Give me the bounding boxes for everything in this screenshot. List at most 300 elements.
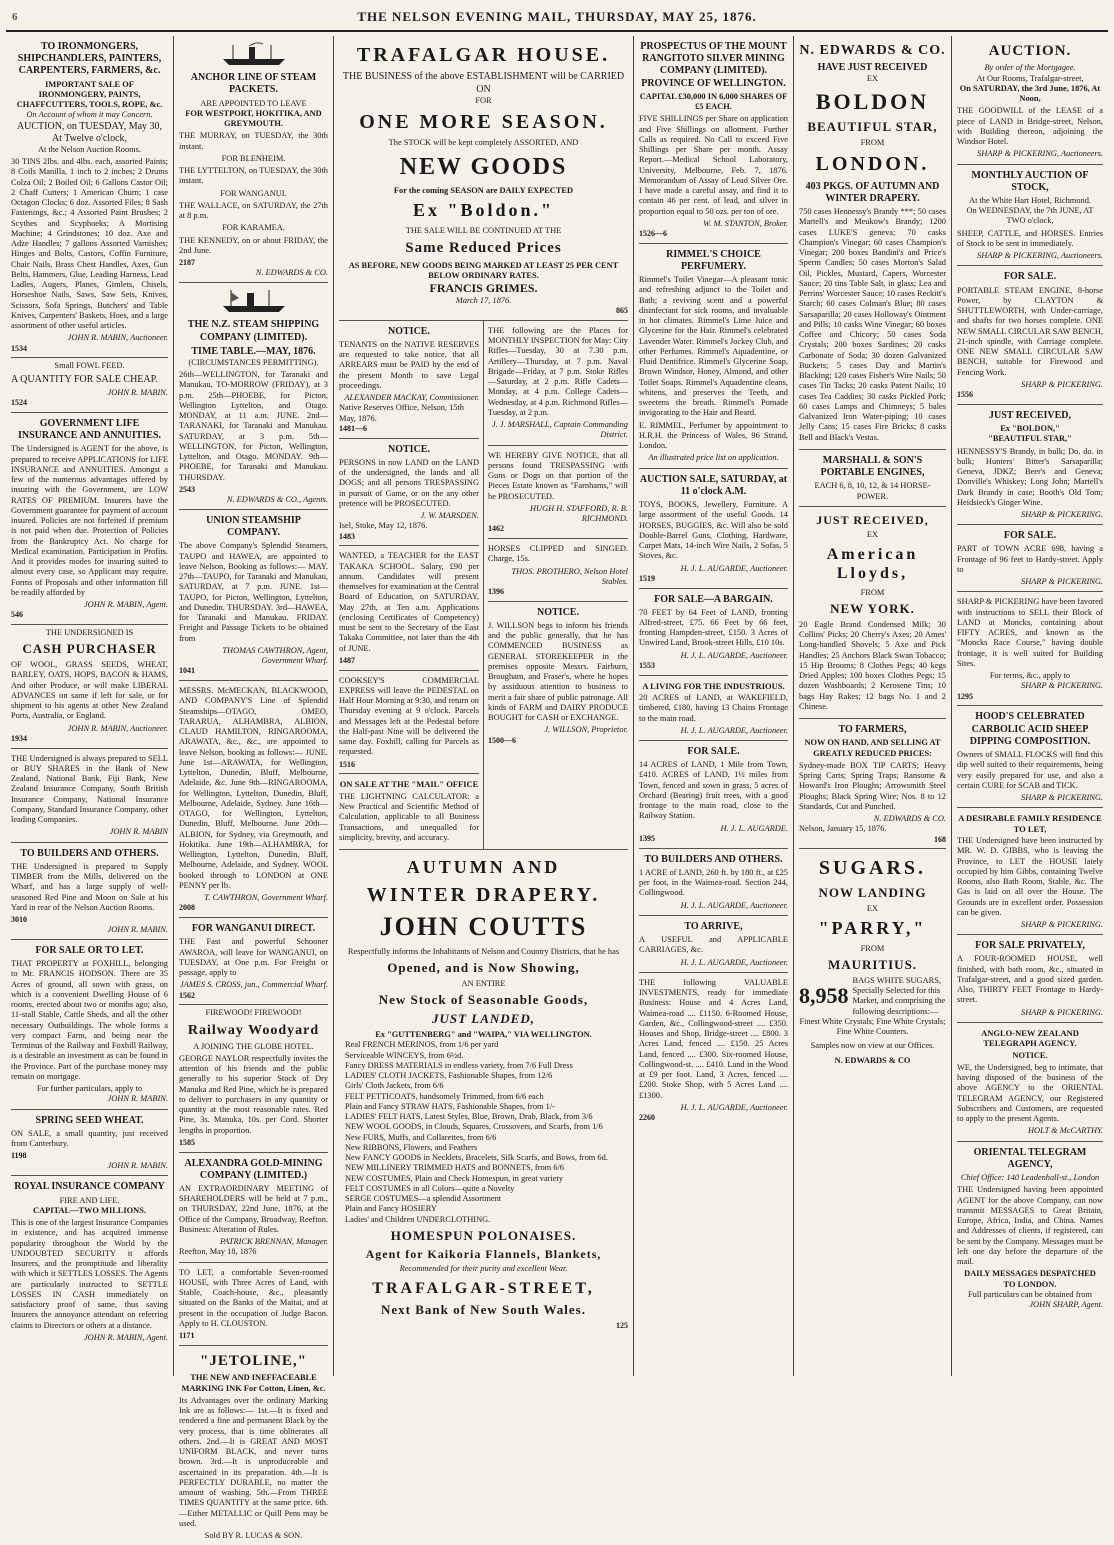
ad-title: AUCTION SALE, SATURDAY, at 11 o'clock A.M. — [639, 473, 788, 497]
list-item: Fancy DRESS MATERIALS in endless variety, from 7/6 Full Dress — [345, 1060, 573, 1070]
ad-signature: SHARP & PICKERING. — [1021, 681, 1103, 691]
ad-signature: HOLT & McCARTHY. — [1028, 1126, 1103, 1136]
ad-body: The Undersigned is AGENT for the above, is prepared to receive APPLICATIONS for LIFE INSURANCE and ANNUITIES. Amongst a few of the numerous advantages offered by insuring with the Government, are LOW RATES OF PREMIUM. Insurers have the Government guarantee for payment of account insured. Policies are not forfeited if premium is not paid when due. Protection of Policies from the Bankruptcy Act. No charge for Medical examination. Participation in Profits. And it provides modes for insuring suited to almost every case, so Applicant may require. Forms of Proposals and other information fill be readily afforded by — [11, 444, 168, 597]
to-arrive-ad — [639, 916, 788, 973]
route-westport: FOR WESTPORT, HOKITIKA, AND GREYMOUTH. — [185, 108, 322, 129]
ad-for: FOR — [475, 95, 492, 105]
ad-just: JUST RECEIVED, — [816, 512, 929, 527]
route-blenheim: FOR BLENHEIM. — [221, 153, 286, 163]
ad-body: SHEEP, CATTLE, and HORSES. Entries of Stock to be sent in immediately. — [957, 228, 1103, 248]
ad-more: Full particulars can be obtained from — [968, 1289, 1092, 1299]
ad-signature: SHARP & PICKERING, Auctioneers. — [977, 251, 1103, 261]
ad-body: THE GOODWILL of the LEASE of a piece of LAND in Bridge-street, Nelson, with Building thereon, adjoining the Windsor Hotel. — [957, 106, 1103, 147]
autumn-and: AUTUMN AND — [406, 857, 561, 878]
column-1 — [6, 36, 174, 1376]
ad-body: WE, the Undersigned, beg to intimate, that having disposed of the business of the above AGENCY to the ORIENTAL TELEGRAM AGENCY, our Registered Subscribers and Customers, are requested to apply to the present Agents. — [957, 1062, 1103, 1124]
ad-headline: TRAFALGAR HOUSE. — [356, 44, 611, 66]
ad-headline: CASH PURCHASER — [22, 641, 157, 657]
for-sale-ad — [11, 940, 168, 1110]
ad-code: 1171 — [179, 1331, 195, 1341]
ad-body: SHARP & PICKERING have been favored with instructions to SELL their Block of LAND at Moncks, containing about FIFTY ACRES, and known as the "Moncks Race Course," having double frontage, it is well suited for Building Sites. — [957, 597, 1103, 668]
ad-title: Small FOWL FEED. — [54, 361, 125, 371]
brandy-ad — [957, 405, 1103, 525]
ad-list: An illustrated price list on application. — [648, 453, 779, 463]
ad-signature: SHARP & PICKERING. — [1021, 510, 1103, 520]
place-london: LONDON. — [815, 153, 930, 176]
ad-body: GEORGE NAYLOR respectfully invites the attention of his friends and the public generally to his superior Stock of Dry Manuka and Red Pine, which he is prepared to deliver to purchasers in any quantity or quantity at the most reasonable rates. Red Pine, 3s. Manuka, 10s. per Cord. Shorter lengths in proportion. — [179, 1053, 328, 1135]
ad-title: FOR SALE OR TO LET. — [35, 945, 144, 957]
ad-capital: CAPITAL—TWO MILLIONS. — [33, 1205, 146, 1215]
ad-body: A FOUR-ROOMED HOUSE, well finished, with bath room, &c., situated in Trafalgar-street, and a good sized garden. Also, THIRTY FEET Frontage to Hardy-street. — [957, 954, 1103, 1005]
ironmongers-ad — [11, 36, 168, 358]
ad-body: EACH 6, 8, 10, 12, & 14 HORSE-POWER. — [814, 481, 931, 501]
ad-signature: JOHN SHARP, Agent. — [1029, 1300, 1103, 1310]
list-item: NEW COSTUMES, Plain and Check Homespun, in great variety — [345, 1173, 564, 1183]
ad-ex: Ex "BOLDON," — [1000, 424, 1060, 434]
ad-title: SUGARS. — [818, 857, 927, 880]
column-5 — [794, 36, 952, 1376]
ad-title: ANGLO-NEW ZEALAND TELEGRAPH AGENCY. — [981, 1027, 1079, 1049]
ad-title: NOTICE. — [388, 325, 430, 337]
column-3 — [334, 36, 634, 1376]
trespass-farnhams-notice — [488, 446, 628, 540]
ad-subtitle: FIRE AND LIFE. — [59, 1195, 120, 1205]
coutts-polonaises: HOMESPUN POLONAISES. — [390, 1227, 577, 1243]
willson-notice — [488, 602, 628, 750]
coutts-agent: Agent for Kaikoria Flannels, Blankets, — [365, 1246, 602, 1261]
coutts-items — [339, 1040, 628, 1225]
bargain-ad — [639, 589, 788, 676]
list-item: New FANCY GOODS in Necklets, Bracelets, Silk Scarfs, and Bows, from 6d. — [345, 1153, 608, 1163]
ad-continued: THE SALE WILL BE CONTINUED AT THE — [405, 226, 562, 236]
ad-signature: JOHN R. MABIN — [109, 827, 168, 837]
monthly-stock-auction-ad — [957, 165, 1103, 267]
ad-signature: J. WILLSON, Proprietor. — [544, 725, 628, 735]
coutts-next: Next Bank of New South Wales. — [380, 1302, 586, 1318]
ad-list: 20 Eagle Brand Condensed Milk; 30 Collins' Picks; 20 Cherry's Axes; 20 Ames' Long-handled Shovels; 5 Axe and Pick Handles; 25 Anchors Black Swan Tobacco; 15 Hip Brooms; 8 Clothes Pegs; 40 kegs Dried Apples; 100 boxes Clothes Pegs; 15 dozen Washboards; 2 Kerosene Tins; 10 bags Hay Rakes; 12 bags No. 1 and 2 Chinese. — [799, 619, 946, 711]
john-coutts-ad — [339, 849, 628, 1335]
ad-stock: The STOCK will be kept completely ASSORTED, AND — [388, 138, 579, 148]
ad-timetable: TIME TABLE.—MAY, 1876. — [191, 345, 316, 357]
ad-date: Nelson, January 15, 1876. — [799, 824, 887, 834]
telegraph-agency-ad — [957, 1023, 1103, 1142]
ad-title: PROSPECTUS OF THE MOUNT RANGITOTO SILVER MINING COMPANY (LIMITED). PROVINCE OF WELLINGTON. — [640, 41, 787, 89]
mortgagee-auction-ad — [957, 36, 1103, 165]
ad-title: FOR SALE PRIVATELY, — [975, 940, 1085, 952]
ad-signature: N. EDWARDS & CO. — [873, 814, 946, 824]
living-industrious-ad — [639, 676, 788, 741]
ad-notice: NOTICE. — [1012, 1050, 1048, 1060]
list-item: SERGE COSTUMES—a splendid Assortment — [345, 1194, 502, 1204]
ad-auction: AUCTION, on TUESDAY, May 30, At Twelve o'clock, — [16, 120, 163, 144]
ad-ex: EX — [866, 74, 879, 84]
trespass-notice — [339, 439, 479, 547]
list-item: LADIES' CLOTH JACKETS, Fashionable Shapes, from 12/6 — [345, 1071, 553, 1081]
page-folio: 6 — [12, 11, 19, 23]
ad-body: THE LIGHTNING CALCULATOR: a New Practical and Scientific Method of Calculation, applicable to all Business Transactions, and unequalled for simplicity, brevity, and accuracy. — [339, 791, 479, 842]
ad-code: 1562 — [179, 990, 195, 1000]
ad-samples: Samples now on view at our Offices. — [810, 1041, 935, 1051]
ad-title: MARSHALL & SON'S PORTABLE ENGINES, — [820, 454, 925, 479]
ad-office: Chief Office: 140 Leadenhall-st., London — [960, 1173, 1100, 1183]
ad-title: FOR SALE. — [1003, 530, 1057, 542]
ad-title: TO FARMERS, — [838, 724, 907, 736]
ad-signature: JOHN R. MABIN, Agent. — [83, 1332, 168, 1342]
seed-wheat-ad — [11, 1110, 168, 1177]
ad-signature: SHARP & PICKERING. — [1021, 1007, 1103, 1017]
ad-headline: "JETOLINE," — [200, 1352, 307, 1369]
royal-insurance-ad — [11, 1176, 168, 1347]
steamship-icon — [179, 288, 328, 317]
ad-title: ANCHOR LINE OF STEAM PACKETS. — [190, 72, 317, 96]
ad-subtitle: A JOINING THE GLOBE HOTEL. — [193, 1041, 314, 1051]
coutts-entire: AN ENTIRE — [461, 979, 506, 989]
steam-engine-sale-ad — [957, 266, 1103, 404]
ad-code: 1934 — [11, 733, 27, 743]
place-new-york: NEW YORK. — [830, 601, 915, 616]
ad-title: SPRING SEED WHEAT. — [35, 1114, 144, 1126]
ad-place: Native Reserves Office, Nelson, 15th May, 1876. — [339, 403, 464, 423]
ad-body: 26th—WELLINGTON, for Taranaki and Manukau, TO-MORROW (FRIDAY), at 3 p.m. 25th—PHOEBE, for Picton, Wellington Lyttelton, and Otago. MONDAY, at 11 a.m. JUNE. 2nd—TARANAKI, for Taranaki and Manukau. SATURDAY, at 3 p.m. 5th—WELLINGTON, for Picton, Wellington, Lyttelton, and Otago. MONDAY. 9th—PHOEBE, for Taranaki and Manukau. THURSDAY. — [179, 370, 328, 482]
shares-ad — [11, 749, 168, 843]
ad-body: THE following VALUABLE INVESTMENTS, ready for immediate Business: House and 4 Acres Land, Waimea-road .... £1150. 6-Roomed House, Garden, &c., Collingwood-street .... £350. Houses and Shop, Bridge-street .... £800. 3 Acres Land, fenced .... £150. 25 Acres Land, fenced .... £300. Six-roomed House, Collingwood-st. .... £410. Land in the Wood at £9 per foot. Land, 3 Acres, fenced .... £200. Stoke Shop, with 5 Acres Land .... £1300. — [639, 977, 788, 1100]
sailing-wallace: THE WALLACE, on SATURDAY, the 27th at 8 p.m. — [179, 200, 328, 221]
ad-title: TO ARRIVE, — [684, 920, 743, 932]
ad-body: AN EXTRAORDINARY MEETING of SHAREHOLDERS will be held at 7 p.m., on THURSDAY, 22nd June, 1876, at the Office of the Company, Broadway, Reefton. Business: Alteration of Rules. — [179, 1183, 328, 1234]
coutts-opened: Opened, and is Now Showing, — [387, 960, 580, 976]
ad-title: NOTICE. — [388, 443, 430, 455]
ad-date: On SATURDAY, the 3rd June, 1876, At Noon, — [959, 83, 1101, 104]
ad-signature: SHARP & PICKERING. — [1021, 577, 1103, 587]
ad-title: THE N.Z. STEAM SHIPPING COMPANY (LIMITED). — [187, 319, 320, 343]
ship-boldon: BOLDON — [815, 88, 930, 114]
farmers-ad — [799, 719, 946, 849]
builders-ad — [11, 843, 168, 940]
moncks-land-ad — [957, 592, 1103, 706]
list-item: Plain and Fancy HOSIERY — [345, 1204, 437, 1214]
ad-body: A QUANTITY FOR SALE CHEAP. — [11, 373, 158, 385]
steamship-icon — [179, 41, 328, 70]
coutts-street: TRAFALGAR-STREET, — [372, 1279, 595, 1297]
ad-body: THE following are the Places for MONTHLY INSPECTION for May: City Rifles—Tuesday, 30 at 7.30 p.m. Artillery—Thursday, at 7 p.m. Naval Brigade—Friday, at 7 p.m. Stoke Rifles—Saturday, at 2 p.m. Rifle Cadets—Monday, at 4 p.m. College Cadets—Wednesday, at 4 p.m. Richmond Rifles—Tuesday, at 2 p.m. — [488, 325, 628, 417]
town-acre-sale-ad — [957, 525, 1103, 592]
ad-signature: Sold BY R. LUCAS & SON. — [204, 1531, 303, 1540]
ad-signature: T. CAWTHRON, Government Wharf. — [204, 893, 328, 903]
ad-more: For terms, &c., apply to — [989, 671, 1071, 681]
to-let-ad — [179, 1263, 328, 1346]
ad-landing: NOW LANDING — [818, 884, 927, 900]
teacher-wanted-ad — [339, 546, 479, 670]
ad-body: HORSES CLIPPED and SINGED. Charge, 15s. — [488, 544, 628, 564]
ad-signature: N. EDWARDS & CO — [834, 1055, 911, 1065]
ad-title: TO BUILDERS AND OTHERS. — [20, 847, 159, 859]
column-2 — [174, 36, 334, 1540]
ad-code: 1519 — [639, 573, 655, 583]
coutts-recommended: Recommended for their purity and excellent Wear. — [399, 1264, 568, 1274]
ad-body: HENNESSY'S Brandy, in bulk; Do. do. in bulk; Hunters' Bitter's Sarsaparilla; Geneva, JDKZ; Beer's and Geneva; Donville's Whiskey; Long John; Martell's Dark Brandy in case; Booth's Old Tom; Heidsieck's Ginger Wine. — [957, 446, 1103, 507]
builders-land-ad — [639, 849, 788, 916]
route-karamea: FOR KARAMEA. — [222, 223, 285, 233]
ad-title: UNION STEAMSHIP COMPANY. — [206, 514, 301, 539]
ad-code: 1198 — [11, 1151, 27, 1161]
ad-code: 2187 — [179, 258, 195, 268]
auction-saturday-ad — [639, 469, 788, 589]
ad-title: N. EDWARDS & CO. — [799, 43, 946, 58]
sailing-murray: THE MURRAY, on TUESDAY, the 30th instant. — [179, 131, 328, 151]
new-goods: NEW GOODS — [399, 153, 568, 180]
ad-title: AUCTION. — [988, 43, 1072, 59]
ad-body: WE HEREBY GIVE NOTICE, that all persons found TRESPASSING with Guns or Dogs on that portion of the Pieces Estate known as "Farnhams," will be PROSECUTED. — [488, 450, 628, 501]
ad-code: 2260 — [639, 1113, 655, 1123]
investments-ad — [639, 973, 788, 1127]
family-residence-ad — [957, 808, 1103, 935]
masthead — [6, 4, 1108, 32]
ad-code: 1534 — [11, 343, 27, 353]
mcmeckan-ad — [179, 681, 328, 918]
ad-title: NOTICE. — [537, 606, 579, 618]
ad-body: J. WILLSON begs to inform his friends and the public generally, that he has COMMENCED BUSINESS as GENERAL STOREKEEPER in the premises opposite Messrs. Fairburn, Brougham, and Fraser's, where he hopes by assiduous attention to business to merit a fair share of public patronage. All kinds of FARM and DAIRY PRODUCE BOUGHT for CASH or EXCHANGE. — [488, 620, 628, 723]
ad-code: 1483 — [339, 531, 355, 541]
ad-body: Owners of SMALL FLOCKS will find this dip well suited to their requirements, being very easily prepared for use, and also a certain CURE for SCAB and TICK. — [957, 750, 1103, 790]
column-6 — [952, 36, 1108, 1376]
ship-lloyds: American Lloyds, — [826, 545, 919, 583]
sailing-lyttelton: THE LYTTELTON, on TUESDAY, the 30th instant. — [179, 166, 328, 186]
list-item: NEW WOOL GOODS, in Clouds, Squares, Crossovers, and Scarfs, from 1/6 — [345, 1122, 603, 1132]
route-wanganui: FOR WANGANUI. — [220, 188, 287, 198]
list-item: New RIBBONS, Flowers, and Feathers — [345, 1142, 478, 1152]
ad-body: THAT PROPERTY at FOXHILL, belonging to Mr. FRANCIS HODSON. There are 35 Acres of ground, all sown with grass, on which is a convenient Dwelling House of 6 rooms, erected about two or months ago; also, 11-stall Stable, Cattle Sheds, and all the other necessary Outbuildings. The whole forms a very compact Farm, and being near the Terminus of the Railway and Foxhill Railway, is a desirable an investment as can be found in the Province. Part of the purchase money may remain on mortgage. — [11, 959, 168, 1081]
column-4 — [634, 36, 794, 1376]
horses-clipped-ad — [488, 539, 628, 602]
ad-appointed: ARE APPOINTED TO LEAVE — [200, 98, 307, 108]
ad-signature: SHARP & PICKERING. — [1021, 920, 1103, 930]
ad-code: 168 — [934, 834, 946, 844]
ad-title: FOR SALE. — [687, 746, 740, 758]
ad-signature: THOMAS CAWTHRON, Agent, Government Wharf. — [222, 645, 328, 666]
edwards-boldon-ad — [799, 36, 946, 450]
ad-code: 1395 — [639, 833, 655, 843]
inspection-notice — [488, 321, 628, 446]
ad-capital: CAPITAL £30,000 IN 6,000 SHARES OF £5 EACH. — [639, 91, 788, 111]
ad-more: For further particulars, apply to — [36, 1084, 143, 1094]
list-item: FELT COSTUMES in all Colors—quite a Novelty — [345, 1183, 515, 1193]
ad-body: MESSRS. McMECKAN, BLACKWOOD, AND COMPANY'S Line of Splendid Steamships—OTAGO, OMEO, TARARUA, ALHAMBRA, ALBION, CLAUD HAMILTON, RINGAROOMA, ARAWATA, &c., &c., are appointed to leave Nelson, booking as follows:— JUNE. June 1st—ARAWATA, for Wellington, Lyttelton, Dunedin, Bluff, Melbourne, Adelaide, &c. June 9th—RINGAROOMA, for Wellington, Lyttelton, Dunedin, Bluff, Melbourne, Adelaide, Sydney. June 16th—OTAGO, for Wellington, Lyttelton, Dunedin, Bluff, Melbourne. June 20th—ALBION, for Sydney, via Greymouth, and Hokitika. June 19th—ALHAMBRA, for Wellington, Lyttelton, Dunedin, Bluff, Melbourne, Adelaide, and Sydney. WOOL booked through to LONDON at ONE PENNY per lb. — [179, 686, 328, 890]
coutts-ex: Ex "GUTTENBERG" and "WAIPA," VIA WELLINGTON. — [375, 1030, 592, 1040]
oriental-telegram-ad — [957, 1142, 1103, 1315]
life-insurance-ad — [11, 413, 168, 625]
ad-pkgs: 403 PKGS. OF AUTUMN AND WINTER DRAPERY. — [805, 180, 940, 205]
firewood-ad — [179, 1005, 328, 1152]
ad-code: 865 — [616, 306, 628, 316]
ad-body: NOW ON HAND, AND SELLING AT GREATLY REDUCED PRICES: — [804, 738, 941, 758]
ad-signature: J. W. MARSDEN. — [420, 511, 479, 521]
ad-signature: HUGH H. STAFFORD, R. B. RICHMOND. — [529, 503, 628, 524]
ad-subtitle: IMPORTANT SALE OF IRONMONGERY, PAINTS, CHAFFCUTTERS, TOOLS, ROPE, &c. — [16, 79, 163, 110]
bag-count: 8,958 — [799, 982, 849, 1008]
ad-title: ORIENTAL TELEGRAM AGENCY, — [973, 1146, 1087, 1170]
ad-code: 2543 — [179, 484, 195, 494]
ad-circumstances: (CIRCUMSTANCES PERMITTING). — [188, 357, 319, 367]
ad-code: 2008 — [179, 903, 195, 913]
ad-code: 1481—6 — [339, 423, 367, 433]
ad-signature: H. J. L. AUGARDE, Auctioneer. — [680, 725, 788, 735]
ad-body: THE Undersigned have been instructed by MR. W. D. GIBBS, who is leaving the Province, to LET the HOUSE lately occupied by him Gibbs, containing Twelve Rooms, also Bath Room, Stable, &c. The Gas is laid on all over the House. The Grounds are in excellent order. Possession can be given. — [957, 836, 1103, 917]
ad-title: A DESIRABLE FAMILY RESIDENCE TO LET, — [958, 813, 1102, 834]
ad-body: 1 ACRE of LAND, 260 ft. by 180 ft., at £25 per foot, in the Waimea-road. Section 244, Collingwood. — [639, 867, 788, 898]
ad-signature: JOHN R. MABIN. — [107, 1161, 168, 1171]
list-item: Plain and Fancy STRAW HATS, Fashionable Shapes, from 1/- — [345, 1101, 555, 1111]
ad-body: This is one of the largest Insurance Companies in existence, and has acquired immense popularity throughout the World by the UNDOUBTED SECURITY it affords Insurers, and the promptitude and liberality with which it SETTLES LOSSES. The Agents are particularly instructed to SETTLE LOSSES IN CASH immediately on satisfactory proof of same, thus saving Insurers the annoyance attendant on referring claims to Directors or others at a distance. — [11, 1218, 168, 1330]
ad-title: ON SALE AT THE "MAIL" OFFICE — [339, 779, 479, 790]
silver-mining-prospectus — [639, 36, 788, 244]
reduced-prices: Same Reduced Prices — [405, 240, 562, 257]
ad-body: 14 ACRES of LAND, 1 Mile from Town, £410. ACRES of LAND, 1½ miles from Town, fenced and sown in grass, 5 acres of Orchard (Bearing) fruit trees, with a good frontage to the main road, close to the Railway Station. — [639, 760, 788, 821]
notices-right — [484, 321, 628, 849]
ad-marked: AS BEFORE, NEW GOODS BEING MARKED AT LEAST 25 PER CENT BELOW ORDINARY RATES. — [348, 260, 619, 280]
ad-signature: H. J. L. AUGARDE, Auctioneer. — [680, 563, 788, 573]
ad-body: COOKSEY'S COMMERCIAL EXPRESS will leave the PEDESTAL on Half Hour Morning at 9:30, and return on Thursday evening at 9 o'clock. Parcels and Messages left at the Pedestal before the Half-past Nine will be delivered the same day. Foxhill, calling for Parcels as requested. — [339, 675, 479, 757]
masthead-title: THE NELSON EVENING MAIL, THURSDAY, MAY 25, 1876. — [357, 9, 757, 24]
ad-signature: SHARP & PICKERING, Auctioneers. — [977, 149, 1103, 159]
list-item: NEW MILLINERY TRIMMED HATS and BONNETS, from 6/6 — [345, 1163, 564, 1173]
ad-code: 1396 — [488, 587, 504, 597]
ad-title: JUST RECEIVED, — [988, 409, 1072, 421]
ad-signature: JOHN R. MABIN. — [107, 387, 168, 397]
union-steamship-ad — [179, 510, 328, 681]
ad-title: TO BUILDERS AND OTHERS. — [644, 853, 783, 865]
notices-split — [339, 321, 628, 849]
ad-title: ROYAL INSURANCE COMPANY — [14, 1181, 165, 1193]
sugar-bags-row — [799, 976, 946, 1017]
wanganui-direct-ad — [179, 918, 328, 1005]
coutts-landed: JUST LANDED, — [431, 1011, 535, 1027]
ad-signature: JOHN R. MABIN, Auctioneer. — [67, 333, 168, 343]
ad-code: 1487 — [339, 655, 355, 665]
ad-from: FROM — [860, 943, 885, 953]
ad-signature: SHARP & PICKERING. — [1021, 793, 1103, 803]
ad-title: THE UNDERSIGNED IS — [45, 628, 134, 637]
ad-subtitle: THE NEW AND INEFFACEABLE MARKING INK For Cotton, Linen, &c. — [181, 1373, 326, 1393]
list-item: New FURS, Muffs, and Collarettes, from 6/6 — [345, 1132, 497, 1142]
fowl-feed-ad — [11, 358, 168, 412]
ad-signature: JOHN R. MABIN. — [107, 924, 168, 934]
hoods-carbolic-ad — [957, 706, 1103, 808]
ad-items: Sydney-made BOX TIP CARTS; Heavy Spring Carts; Spring Traps; Ransome & Howard's Iron Ploughs; Arrowsmith Steel Ploughs; Black Spring Wire; Nos. 8 to 12 Standards, Cut and Punched. — [799, 760, 946, 811]
ad-coming: For the coming SEASON are DAILY EXPECTED — [393, 185, 574, 195]
ad-body: The above Company's Splendid Steamers, TAUPO and HAWEA, are appointed to leave Nelson, Booking as follows:— MAY. 27th—TAUPO, for Taranaki and Manukau, SATURDAY, at 7 p.m. JUNE. 1st—TAUPO, for Picton, Wellington, Lyttelton, and Dunedin. THURSDAY. 3rd—HAWEA, for Taranaki and Manukau. FRIDAY. Freight and Passage Tickets to be obtained from — [179, 541, 328, 643]
list-item: Ladies' and Children UNDERCLOTHING. — [345, 1214, 491, 1224]
ad-code: 1295 — [957, 691, 973, 701]
ad-rooms: At Our Rooms, Trafalgar-street, — [976, 73, 1084, 83]
ad-code: 125 — [616, 1321, 628, 1331]
ad-signature: JOHN R. MABIN, Auctioneer. — [67, 723, 168, 733]
ad-ship: "BEAUTIFUL STAR," — [988, 434, 1072, 444]
ad-body: TO LET, a comfortable Seven-roomed HOUSE, with Three Acres of Land, with Stable, Coach-house, &c., pleasantly situated on the Banks of the Maitai, and at present in the occupation of Judge Bacon. Apply to H. CLOUSTON. — [179, 1267, 328, 1328]
ad-signature: H. J. L. AUGARDE. — [720, 823, 788, 833]
nz-shipping-ad — [179, 283, 328, 510]
american-lloyds-ad — [799, 507, 946, 719]
ad-intro: On Account of whom it may Concern. — [26, 110, 153, 120]
notices-left — [339, 321, 484, 849]
ad-from: FROM — [860, 138, 885, 148]
ad-signature: N. EDWARDS & CO., Agents. — [226, 494, 328, 504]
ad-body: A USEFUL and APPLICABLE CARRIAGES, &c. — [639, 935, 788, 955]
ad-signature: JOHN R. MABIN, Agent. — [83, 600, 168, 609]
ad-body: ON SALE, a small quantity, just received from Canterbury. — [11, 1128, 168, 1149]
ad-signature: W. M. STANTON, Broker. — [703, 218, 788, 228]
ad-title: FOR SALE. — [1003, 271, 1057, 283]
ad-signature: ALEXANDER MACKAY, Commissioner. — [344, 393, 479, 403]
ad-by: By order of the Mortgagee. — [984, 63, 1076, 73]
sugars-ad — [799, 849, 946, 1070]
ad-body: Rimmel's Toilet Vinegar—A pleasant tonic and refreshing adjunct to the Toilet and Bath; a reviving scent and a powerful disinfectant for sick rooms, and invaluable in hot climates. Rimmel's Lime Juice and Glycerine for the Hair. Rimmel's celebrated Lavender Water. Rimmel's Jockey Club, and other Perfumes. Rimmel's Aquadentine, or Fluid Dentifrice. Rimmel's Glycerine Soap, Brown Windsor, Honey, Almond, and other Toilet Soaps. Rimmel's Aquadentine cleans, whitens, and preserves the Teeth, and sweetens the breath. Rimmel's Pomade invigorating to the Hair and Beard. — [639, 275, 788, 418]
ad-title: MONTHLY AUCTION OF STOCK, — [971, 169, 1089, 193]
list-item: LADIES' FELT HATS, Latest Styles, Blue, Brown, Drab, Black, from 3/6 — [345, 1112, 593, 1122]
ad-title: FOR SALE—A BARGAIN. — [654, 593, 773, 605]
ad-code: 546 — [11, 610, 23, 620]
ad-signature: H. J. L. AUGARDE, Auctioneer. — [680, 900, 788, 910]
ad-date: March 17, 1876. — [455, 295, 512, 305]
ad-title: ALEXANDRA GOLD-MINING COMPANY (LIMITED.) — [184, 1157, 323, 1181]
ad-body: THE BUSINESS of the above ESTABLISHMENT will be CARRIED ON — [342, 71, 625, 95]
ad-signature: N. EDWARDS & CO. — [255, 267, 328, 277]
ad-body: 20 ACRES of LAND, at WAKEFIELD, timbered, £180, having 13 Chains Frontage to the main road. — [639, 693, 788, 723]
ad-body: TENANTS on the NATIVE RESERVES are requested to take notice, that all ARREARS must be PAID by the end of the present Month to save Legal proceedings. — [339, 339, 479, 390]
ad-signature: JAMES S. CROSS, jun., Commercial Wharf. — [179, 980, 328, 990]
list-item: Real FRENCH MERINOS, from 1/6 per yard — [345, 1040, 499, 1050]
place-mauritius: MAURITIUS. — [827, 957, 918, 972]
ad-body: OF WOOL, GRASS SEEDS, WHEAT, BARLEY, OATS, HOPS, BACON & HAMS, And other Produce, or will make LIBERAL ADVANCES on same if left for sale, or for shipment to his agents at other New Zealand Ports, Australia, or England. — [11, 660, 168, 721]
ex-boldon: Ex "Boldon." — [412, 200, 555, 221]
ad-body: PORTABLE STEAM ENGINE, 8-horse Power, by CLAYTON & SHUTTLEWORTH, with Under-carriage, and shafts for two horses complete. ONE NEW SMALL CIRCULAR SAW BENCH, 21-inch spindle, with Carriage complete. ONE NEW SMALL CIRCULAR SAW BENCH, suitable for Firewood and Fencing Work. — [957, 285, 1103, 377]
ship-parry: "PARRY," — [818, 917, 927, 938]
ad-signature: H. J. L. AUGARDE, Auctioneer. — [680, 1102, 788, 1112]
ad-ex: EX — [866, 903, 879, 913]
ad-body: PERSONS in now LAND on the LAND of the undersigned, the lands and all DOGS; and all persons TRESPASSING in pursuit of Game, or on the any other pretence will be PROSECUTED. — [339, 457, 479, 508]
sugar-kinds: Finest White Crystals; Fine White Crystals; Fine White Counters. — [799, 1016, 946, 1037]
alexandra-mining-ad — [179, 1153, 328, 1263]
ad-signature: E. RIMMEL, Perfumer by appointment to H.R.H. the Princess of Wales, 96 Strand, London. — [639, 420, 788, 451]
ad-date: On WEDNESDAY, the 7th JUNE, AT TWO o'clock, — [966, 206, 1094, 226]
ad-body: THE Undersigned having been appointed AGENT for the above Company, can now transmit MESSAGES to Great Britain, Europe, Africa, India, and China. Names and Addresses of clients, if registered, can be sent by the Company. Messages must be left one day before the departure of the mail. — [957, 1185, 1103, 1267]
coutts-stock: New Stock of Seasonable Goods, — [378, 992, 589, 1008]
ad-body: THE Undersigned is always prepared to SELL or BUY SHARES in the Bank of New Zealand, National Bank, Fiji Bank, New Zealand Insurance Company, South British Insurance Company, National Insurance Company, Standard Insurance Company, other leading Companies. — [11, 753, 168, 825]
cash-purchaser-ad — [11, 625, 168, 749]
ad-place: Isel, Stoke, May 12, 1876. — [339, 521, 428, 531]
sailing-kennedy: THE KENNEDY, on or about FRIDAY, the 2nd June. — [179, 235, 328, 255]
ad-date: Reefton, May 18, 1876 — [179, 1247, 257, 1257]
ad-signature: H. J. L. AUGARDE, Auctioneer. — [680, 650, 788, 660]
ad-to: TO LONDON. — [1003, 1279, 1057, 1289]
ad-signature: FRANCIS GRIMES. — [429, 281, 538, 296]
ad-signature: J. J. MARSHALL, Captain Commanding District. — [491, 420, 628, 440]
ad-code: 1585 — [179, 1137, 195, 1147]
columns — [6, 36, 1108, 1540]
ad-body: BAGS WHITE SUGARS, Specially Selected for this Market, and comprising the following descriptions:— — [852, 975, 946, 1016]
ad-just: HAVE JUST RECEIVED — [817, 62, 928, 74]
ad-title: HOOD'S CELEBRATED CARBOLIC ACID SHEEP DIPPING COMPOSITION. — [969, 711, 1091, 747]
portable-engines-ad — [799, 450, 946, 507]
ad-title: FIREWOOD! FIREWOOD! — [205, 1008, 302, 1018]
ad-title: A LIVING FOR THE INDUSTRIOUS. — [642, 680, 785, 691]
ad-code: 1526—6 — [639, 229, 667, 238]
ad-body: THE Undersigned is prepared to Supply TIMBER from the Mills, delivered on the Wharf, and has a large supply of well-seasoned Red Pine and Moon on Sale at his Yard in rear of the Nelson Auction Rooms. — [11, 861, 168, 912]
ad-code: 1556 — [957, 390, 973, 400]
ad-signature: JOHN R. MABIN. — [107, 1094, 168, 1104]
trafalgar-house-ad — [339, 36, 628, 321]
ad-at: At the White Hart Hotel, Richmond. — [969, 195, 1091, 205]
mail-office-ad — [339, 774, 479, 849]
